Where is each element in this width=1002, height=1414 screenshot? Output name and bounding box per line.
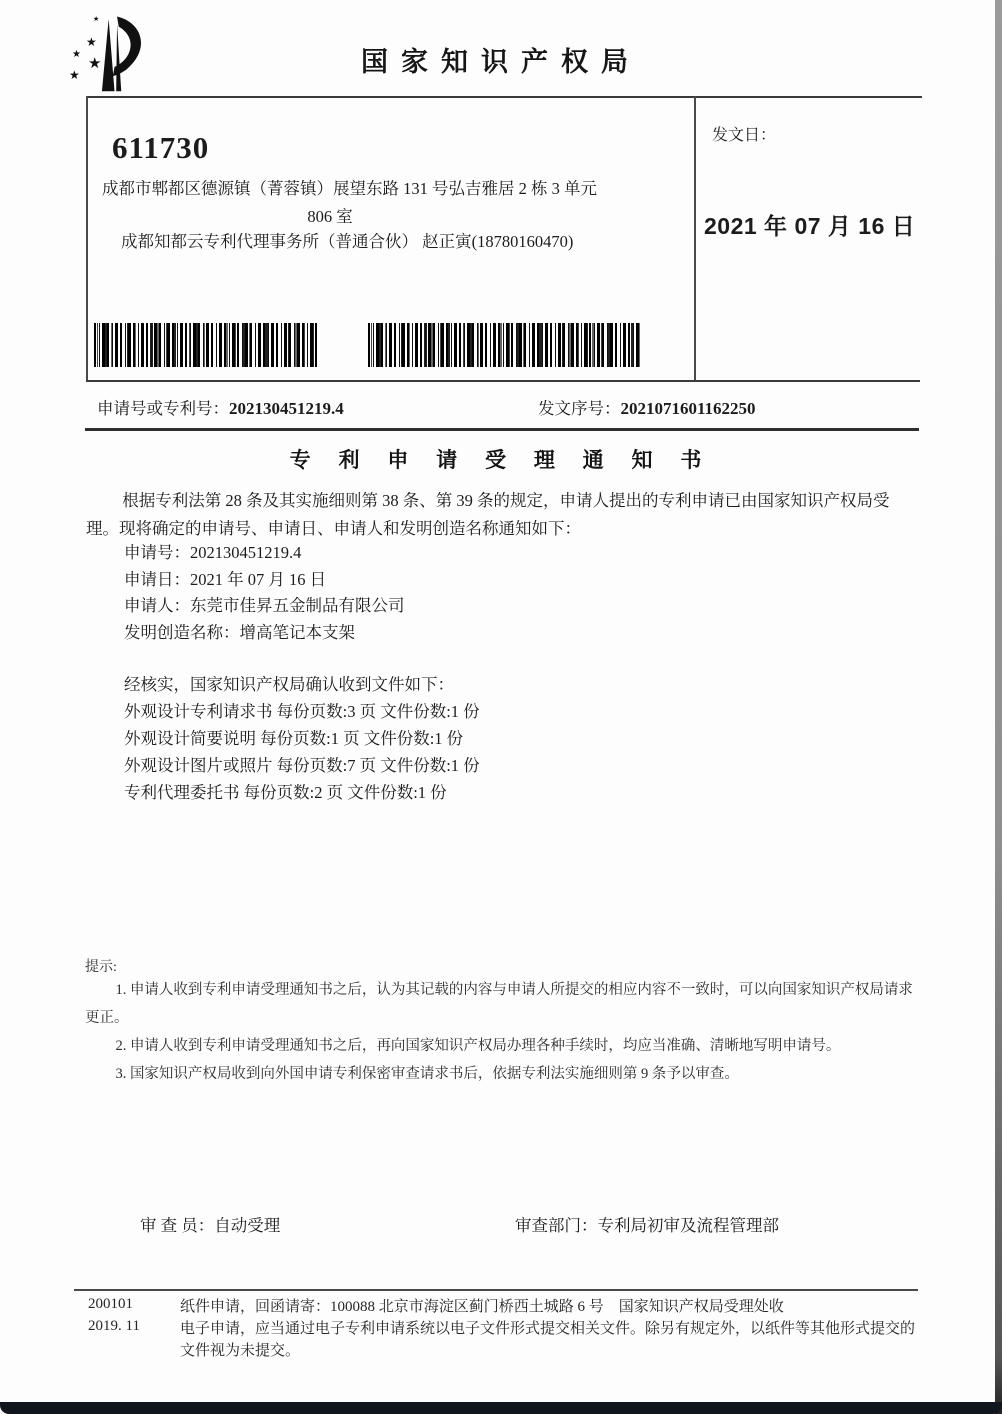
star-icon: ★ [72,49,81,60]
footer-code: 2019. 11 [88,1318,140,1334]
field-row [124,567,405,594]
serial-number-label: 发文序号： [538,399,621,418]
star-icon: ★ [93,15,100,23]
document-line: 外观设计专利请求书 每份页数:3 页 文件份数:1 份 [124,702,480,721]
document-line: 外观设计图片或照片 每份页数:7 页 文件份数:1 份 [124,756,480,775]
numbers-row-bottom-rule [85,428,919,431]
recipient-box-left-rule [86,96,88,381]
star-icon: ★ [86,35,97,49]
field-value: 东莞市佳昇五金制品有限公司 [190,596,405,615]
field-label: 发明创造名称： [124,622,240,642]
department-label: 审查部门： [515,1216,598,1235]
notice-title: 专 利 申 请 受 理 通 知 书 [289,449,713,472]
document-line: 外观设计简要说明 每份页数:1 页 文件份数:1 份 [124,729,464,748]
field-row [124,593,405,620]
note-item: 1. 申请人收到专利申请受理通知书之后，认为其记载的内容与申请人所提交的相应内容不一致时，可以向国家知识产权局请求更正。 [85,982,913,1026]
examiner-label: 审 查 员： [140,1216,215,1235]
notes-label: 提示: [85,960,117,975]
field-label: 申请日： [124,569,190,589]
recipient-address-line-1: 成都市郫都区德源镇（菁蓉镇）展望东路 131 号弘吉雅居 2 栋 3 单元 [102,179,597,198]
received-intro: 经核实，国家知识产权局确认收到文件如下： [124,675,454,694]
header-rule [86,96,922,98]
page-scan-edge-right [995,0,1002,1414]
recipient-agency-line: 成都知都云专利代理事务所（普通合伙） 赵正寅(18780160470) [121,232,574,251]
application-number-row [97,395,344,419]
field-row [124,620,405,647]
date-box-left-rule [694,96,696,381]
examiner-value: 自动受理 [214,1216,281,1235]
recipient-box-bottom-rule [86,380,920,382]
serial-number: 2021071601162250 [620,399,756,418]
field-row [124,540,405,567]
field-label: 申请号： [124,543,190,562]
notice-fields [124,540,405,646]
note-item: 2. 申请人收到专利申请受理通知书之后，再向国家知识产权局办理各种手续时，均应当准确、清晰地写明申请号。 [115,1038,841,1054]
barcode-icon [94,323,318,367]
page-scan-edge-bottom [0,1402,1002,1414]
application-number-label: 申请号或专利号： [97,399,229,418]
footer-text: 电子申请，应当通过电子专利申请系统以电子文件形式提交相关文件。除另有规定外，以纸件等其他形式提交的文件视为未提交。 [180,1321,916,1359]
footer-code: 200101 [88,1296,133,1312]
document-line: 专利代理委托书 每份页数:2 页 文件份数:1 份 [124,783,447,802]
star-icon: ★ [88,54,102,72]
agency-title: 国家知识产权局 [361,47,641,77]
star-icon: ★ [69,68,80,82]
notice-intro-paragraph: 根据专利法第 28 条及其实施细则第 38 条、第 39 条的规定，申请人提出的专利申请已由国家知识产权局受理。现将确定的申请号、申请日、申请人和发明创造名称通知如下： [86,491,890,538]
dispatch-date-label: 发文日： [712,127,777,144]
application-number: 202130451219.4 [229,399,344,418]
barcode-icon [368,323,640,367]
department-row [515,1212,779,1236]
field-value: 2021 年 07 月 16 日 [190,569,327,589]
notes-list [85,976,925,1088]
serial-number-row [538,395,756,419]
footer-text: 纸件申请，回函请寄：100088 北京市海淀区蓟门桥西土城路 6 号 国家知识产权局受理处收 [180,1299,784,1315]
dispatch-date-value: 2021 年 07 月 16 日 [704,213,916,239]
field-value: 202130451219.4 [190,543,302,562]
field-value: 增高笔记本支架 [239,622,355,642]
received-documents-section [124,671,480,806]
department-value: 专利局初审及流程管理部 [597,1216,779,1235]
recipient-code: 611730 [112,130,210,165]
examiner-row [140,1212,280,1236]
note-item: 3. 国家知识产权局收到向外国申请专利保密审查请求书后，依据专利法实施细则第 9 条予以审查。 [115,1066,739,1082]
footer-divider [74,1289,918,1291]
recipient-address-line-2: 806 室 [307,207,353,226]
field-label: 申请人： [124,596,190,615]
